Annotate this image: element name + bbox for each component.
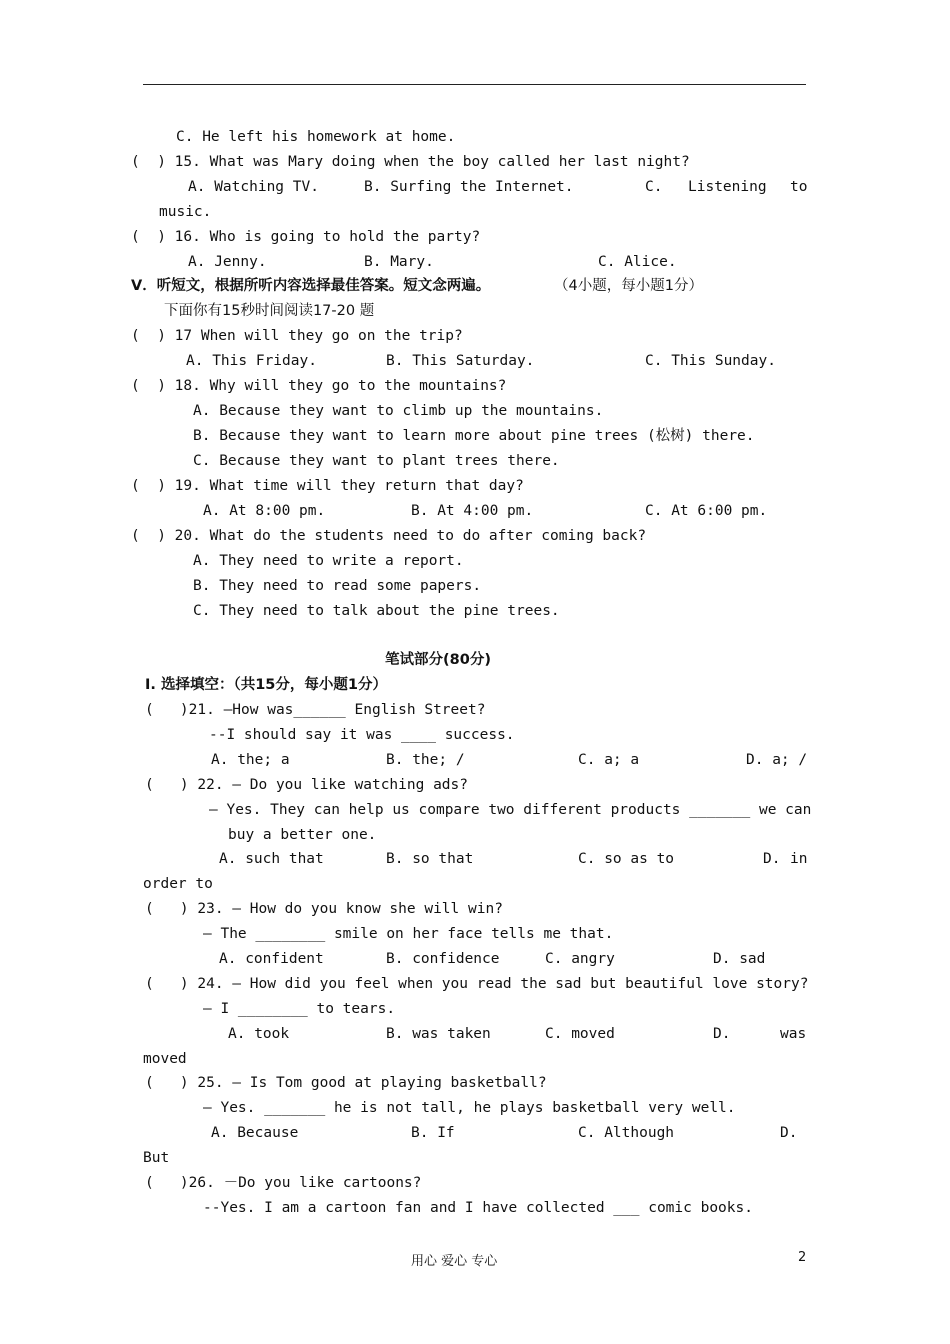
section-v-points: （4小题，每小题1分） [554,278,703,294]
q20-question: ( ) 20. What do the students need to do after coming back? [131,528,647,544]
q25-option-c: C. Although [578,1125,675,1141]
q24-option-d-word: was [780,1026,807,1042]
q22-question: ( ) 22. — Do you like watching ads? [145,777,469,793]
q20-option-b: B. They need to read some papers. [193,578,482,594]
q25-option-b: B. If [411,1125,455,1141]
q15-option-c-word: Listening [688,179,767,195]
q25-question: ( ) 25. — Is Tom good at playing basketball? [145,1075,547,1091]
q22-option-a: A. such that [219,851,324,867]
q15-option-a: A. Watching TV. [188,179,319,195]
q22-answer-cont: buy a better one. [228,827,377,843]
q16-question: ( ) 16. Who is going to hold the party? [131,229,481,245]
q16-option-a: A. Jenny. [188,254,267,270]
q16-option-c: C. Alice. [598,254,677,270]
q22-answer-line: — Yes. They can help us compare two different products _______ we can [209,802,812,818]
q23-option-b: B. confidence [386,951,500,967]
q20-option-c: C. They need to talk about the pine trees. [193,603,560,619]
q18-option-a: A. Because they want to climb up the mountains. [193,403,604,419]
q15-option-c-to: to [790,179,808,195]
q18-question: ( ) 18. Why will they go to the mountains? [131,378,507,394]
q22-option-b: B. so that [386,851,474,867]
q19-question: ( ) 19. What time will they return that day? [131,478,524,494]
q21-question: ( )21. —How was______ English Street? [145,702,486,718]
section-v-title: V．听短文，根据所听内容选择最佳答案。短文念两遍。 [131,278,491,294]
q17-question: ( ) 17 When will they go on the trip? [131,328,463,344]
q23-option-c: C. angry [545,951,615,967]
q25-option-a: A. Because [211,1125,299,1141]
q15-question: ( ) 15. What was Mary doing when the boy called her last night? [131,154,690,170]
q26-question: ( )26. －Do you like cartoons? [145,1175,422,1191]
q22-option-d-word: in [790,851,808,867]
q15-option-c-letter: C. [645,179,663,195]
footer-motto: 用心 爱心 专心 [411,1254,498,1269]
page-number: 2 [798,1250,807,1265]
q26-answer-line: --Yes. I am a cartoon fan and I have collected ___ comic books. [203,1200,753,1216]
q21-option-d: D. a; / [746,752,808,768]
q21-option-a: A. the; a [211,752,290,768]
q24-answer-line: — I ________ to tears. [203,1001,396,1017]
header-rule [143,84,806,85]
q24-question: ( ) 24. — How did you feel when you read the sad but beautiful love story? [145,976,809,992]
q25-option-d-letter: D. [780,1125,798,1141]
q19-option-a: A. At 8:00 pm. [203,503,326,519]
q14-option-c: C. He left his homework at home. [176,129,456,145]
q23-option-d: D. sad [713,951,766,967]
q24-option-a: A. took [228,1026,290,1042]
q22-option-c: C. so as to [578,851,675,867]
q17-option-b: B. This Saturday. [386,353,535,369]
q21-option-b: B. the; / [386,752,465,768]
q17-option-c: C. This Sunday. [645,353,776,369]
q25-answer-line: — Yes. _______ he is not tall, he plays basketball very well. [203,1100,736,1116]
q25-option-d-word: But [143,1150,170,1166]
q15-option-b: B. Surfing the Internet. [364,179,574,195]
q15-option-c-cont: music. [159,204,212,220]
q18-option-b: B. Because they want to learn more about pine trees (松树) there. [193,428,755,444]
section-v-instruction: 下面你有15秒时间阅读17-20 题 [164,303,375,319]
q23-question: ( ) 23. — How do you know she will win? [145,901,503,917]
q16-option-b: B. Mary. [364,254,434,270]
q20-option-a: A. They need to write a report. [193,553,464,569]
q21-option-c: C. a; a [578,752,640,768]
q24-option-c: C. moved [545,1026,615,1042]
q23-answer-line: — The ________ smile on her face tells me that. [203,926,614,942]
section-i-title: I. 选择填空：（共15分，每小题1分） [145,677,387,693]
q21-answer-line: --I should say it was ____ success. [209,727,515,743]
q24-option-b: B. was taken [386,1026,491,1042]
q18-option-c: C. Because they want to plant trees there. [193,453,560,469]
q22-option-d-cont: order to [143,876,213,892]
q24-option-d-letter: D. [713,1026,731,1042]
q24-option-d-cont: moved [143,1051,187,1067]
q22-option-d-letter: D. [763,851,781,867]
q23-option-a: A. confident [219,951,324,967]
written-part-heading: 笔试部分(80分) [385,652,491,668]
q17-option-a: A. This Friday. [186,353,317,369]
q19-option-b: B. At 4:00 pm. [411,503,534,519]
q19-option-c: C. At 6:00 pm. [645,503,768,519]
